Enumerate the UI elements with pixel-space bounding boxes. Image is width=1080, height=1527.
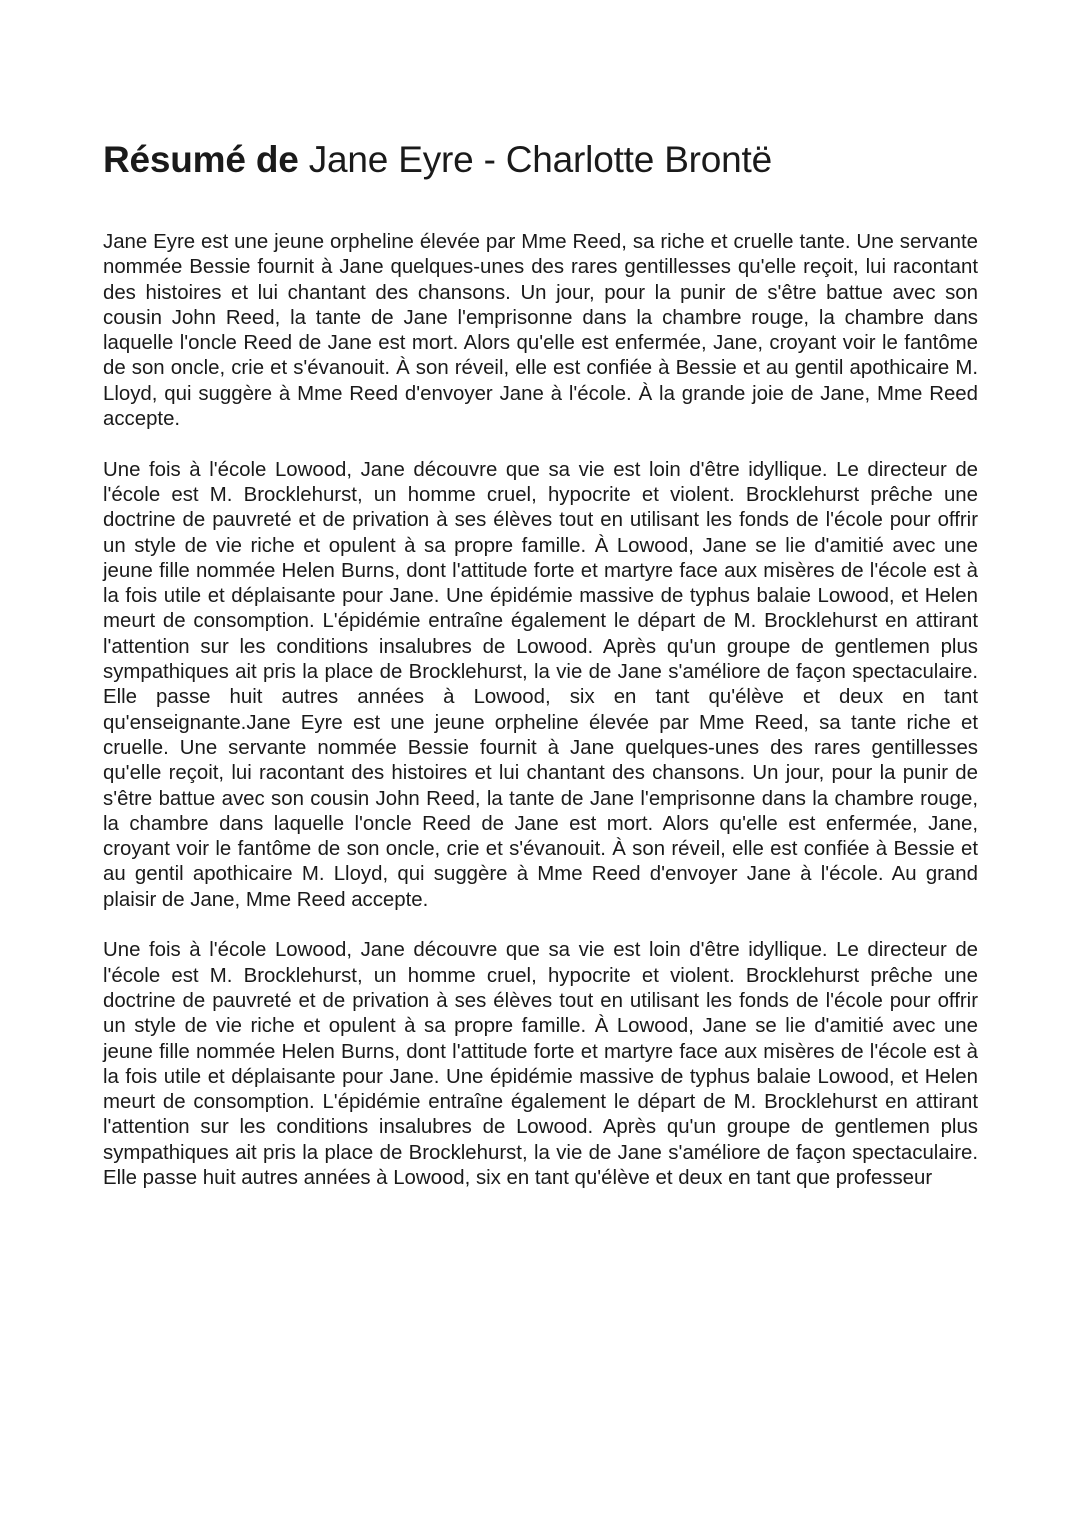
title-bold-part: Résumé de bbox=[103, 139, 299, 180]
paragraph-1: Jane Eyre est une jeune orpheline élevée par Mme Reed, sa riche et cruelle tante. Une servante nommée Bessie fournit à Jane quelques-unes des rares gentillesses qu'elle reçoit, lui racontant des histoires et lui chantant des chansons. Un jour, pour la punir de s'être battue avec son cousin John Reed, la tante de Jane l'emprisonne dans la chambre rouge, la chambre dans laquelle l'oncle Reed de Jane est mort. Alors qu'elle est enfermée, Jane, croyant voir le fantôme de son oncle, crie et s'évanouit. À son réveil, elle est confiée à Bessie et au gentil apothicaire M. Lloyd, qui suggère à Mme Reed d'envoyer Jane à l'école. À la grande joie de Jane, Mme Reed accepte. bbox=[103, 231, 978, 431]
summary-body bbox=[103, 230, 978, 1217]
paragraph-2: Une fois à l'école Lowood, Jane découvre que sa vie est loin d'être idyllique. Le directeur de l'école est M. Brocklehurst, un homme cruel, hypocrite et violent. Brocklehurst prêche une doctrine de pauvreté et de privation à ses élèves tout en utilisant les fonds de l'école pour offrir un style de vie riche et opulent à sa propre famille. À Lowood, Jane se lie d'amitié avec une jeune fille nommée Helen Burns, dont l'attitude forte et martyre face aux misères de l'école est à la fois utile et déplaisante pour Jane. Une épidémie massive de typhus balaie Lowood, et Helen meurt de consomption. L'épidémie entraîne également le départ de M. Brocklehurst en attirant l'attention sur les conditions insalubres de Lowood. Après qu'un groupe de gentlemen plus sympathiques ait pris la place de Brocklehurst, la vie de Jane s'améliore de façon spectaculaire. Elle passe huit autres années à Lowood, six en tant qu'élève et deux en tant qu'enseignante.Jane Eyre est une jeune orpheline élevée par Mme Reed, sa tante riche et cruelle. Une servante nommée Bessie fournit à Jane quelques-unes des rares gentillesses qu'elle reçoit, lui racontant des histoires et lui chantant des chansons. Un jour, pour la punir de s'être battue avec son cousin John Reed, la tante de Jane l'emprisonne dans la chambre rouge, la chambre dans laquelle l'oncle Reed de Jane est mort. Alors qu'elle est enfermée, Jane, croyant voir le fantôme de son oncle, crie et s'évanouit. À son réveil, elle est confiée à Bessie et au gentil apothicaire M. Lloyd, qui suggère à Mme Reed d'envoyer Jane à l'école. Au grand plaisir de Jane, Mme Reed accepte. bbox=[103, 458, 978, 911]
paragraph-3: Une fois à l'école Lowood, Jane découvre que sa vie est loin d'être idyllique. Le directeur de l'école est M. Brocklehurst, un homme cruel, hypocrite et violent. Brocklehurst prêche une doctrine de pauvreté et de privation à ses élèves tout en utilisant les fonds de l'école pour offrir un style de vie riche et opulent à sa propre famille. À Lowood, Jane se lie d'amitié avec une jeune fille nommée Helen Burns, dont l'attitude forte et martyre face aux misères de l'école est à la fois utile et déplaisante pour Jane. Une épidémie massive de typhus balaie Lowood, et Helen meurt de consomption. L'épidémie entraîne également le départ de M. Brocklehurst en attirant l'attention sur les conditions insalubres de Lowood. Après qu'un groupe de gentlemen plus sympathiques ait pris la place de Brocklehurst, la vie de Jane s'améliore de façon spectaculaire. Elle passe huit autres années à Lowood, six en tant qu'élève et deux en tant que professeur bbox=[103, 939, 978, 1189]
title-rest-part: Jane Eyre - Charlotte Brontë bbox=[298, 139, 773, 180]
page-title bbox=[103, 138, 772, 182]
